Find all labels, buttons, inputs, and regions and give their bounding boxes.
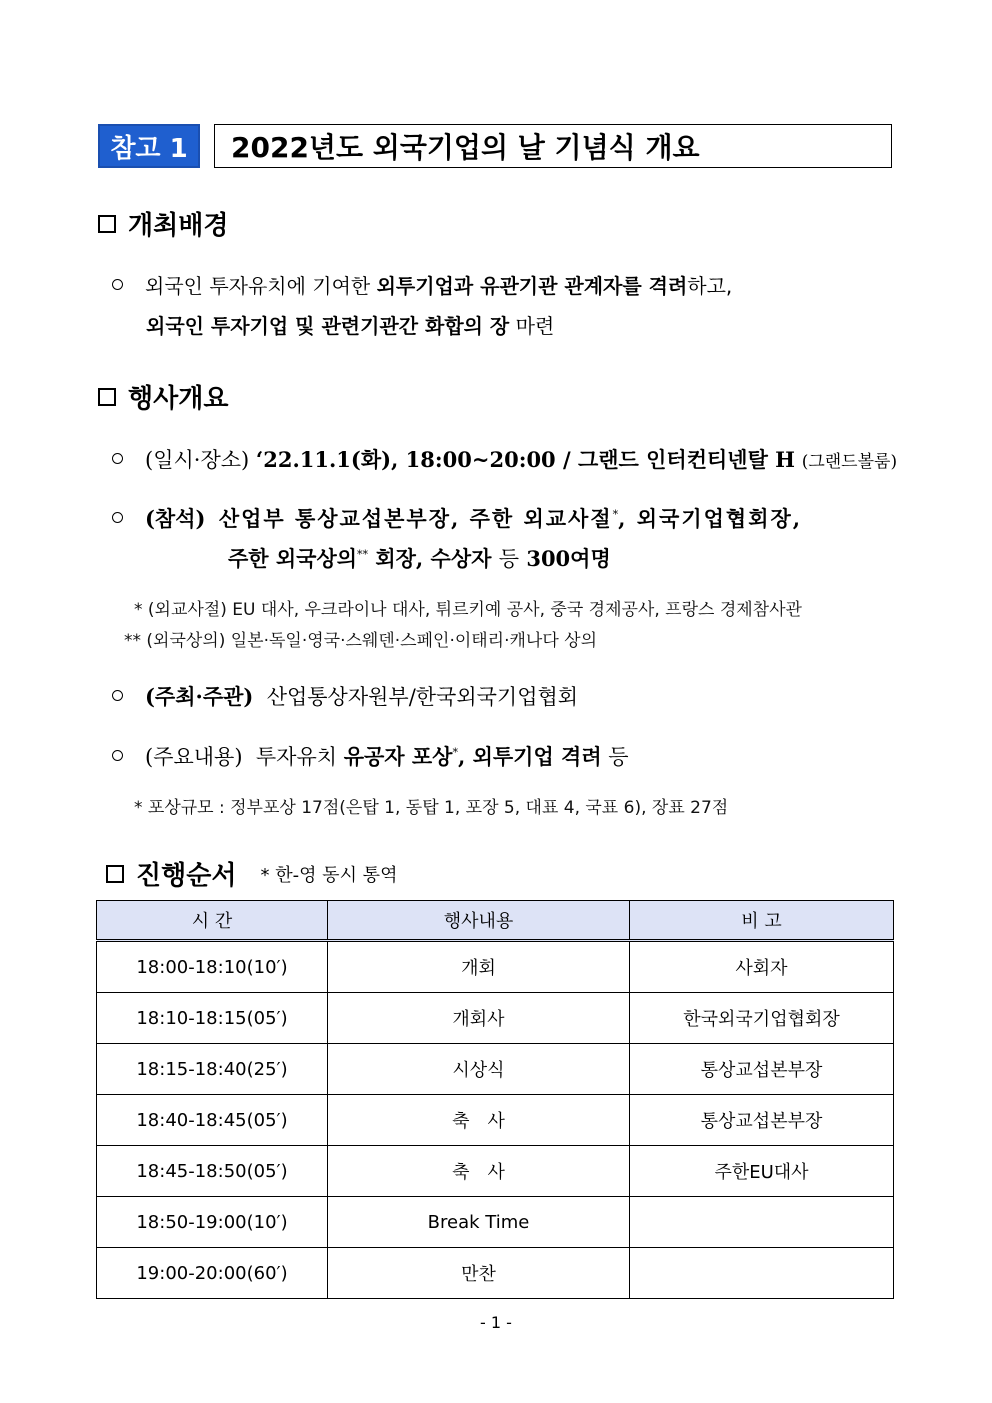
cell-event: 만찬 xyxy=(328,1248,630,1299)
overview-attendees-line-1: (참석) 산업부 통상교섭본부장, 주한 외교사절*, 외국기업협회장, xyxy=(112,503,802,533)
note-diplomats: * (외교사절) EU 대사, 우크라이나 대사, 튀르키예 공사, 중국 경제공사, 프랑스 경제참사관 xyxy=(134,600,802,620)
cell-remarks xyxy=(630,1197,894,1248)
cell-time: 18:50-19:00(10′) xyxy=(97,1197,328,1248)
cell-event: Break Time xyxy=(328,1197,630,1248)
checkbox-square-icon xyxy=(98,215,116,233)
overview-attendees-line-2: 주한 외국상의** 회장, 수상자 등 300여명 xyxy=(228,546,611,571)
cell-remarks: 통상교섭본부장 xyxy=(630,1044,894,1095)
checkbox-square-icon xyxy=(98,388,116,406)
overview-content: (주요내용) 투자유치 유공자 포상*, 외투기업 격려 등 xyxy=(112,741,629,771)
bullet-circle-icon xyxy=(112,453,123,464)
cell-time: 18:40-18:45(05′) xyxy=(97,1095,328,1146)
note-award-scale: * 포상규모 : 정부포상 17점(은탑 1, 동탑 1, 포장 5, 대표 4, 국표 6), 장표 27점 xyxy=(134,798,729,818)
cell-event: 시상식 xyxy=(328,1044,630,1095)
bullet-circle-icon xyxy=(112,690,123,701)
table-row xyxy=(97,1095,894,1146)
cell-event: 축 사 xyxy=(328,1146,630,1197)
cell-remarks: 통상교섭본부장 xyxy=(630,1095,894,1146)
cell-time: 18:00-18:10(10′) xyxy=(97,941,328,993)
table-row xyxy=(97,1248,894,1299)
reference-tag: 참고 1 xyxy=(98,124,200,168)
column-header-time: 시 간 xyxy=(97,901,328,941)
section-background-heading: 개최배경 xyxy=(98,205,228,242)
section-schedule-heading: 진행순서 * 한-영 동시 통역 xyxy=(106,855,397,892)
bullet-circle-icon xyxy=(112,279,123,290)
interpretation-note: * 한-영 동시 통역 xyxy=(260,864,398,886)
background-line-1: 외국인 투자유치에 기여한 외투기업과 유관기관 관계자를 격려하고, xyxy=(112,270,732,299)
page-number: - 1 - xyxy=(480,1313,512,1332)
cell-event: 축 사 xyxy=(328,1095,630,1146)
cell-remarks: 한국외국기업협회장 xyxy=(630,993,894,1044)
table-header-row xyxy=(97,901,894,941)
document-title: 2022년도 외국기업의 날 기념식 개요 xyxy=(214,124,892,168)
note-chambers: ** (외국상의) 일본·독일·영국·스웨덴·스페인·이태리·캐나다 상의 xyxy=(124,631,598,651)
cell-remarks: 주한EU대사 xyxy=(630,1146,894,1197)
section-overview-heading: 행사개요 xyxy=(98,378,228,415)
table-row xyxy=(97,993,894,1044)
cell-remarks xyxy=(630,1248,894,1299)
cell-event: 개회 xyxy=(328,941,630,993)
schedule-table xyxy=(96,900,894,1299)
background-line-2: 외국인 투자기업 및 관련기관간 화합의 장 마련 xyxy=(146,314,555,338)
table-row xyxy=(97,1044,894,1095)
cell-remarks: 사회자 xyxy=(630,941,894,993)
cell-time: 18:10-18:15(05′) xyxy=(97,993,328,1044)
cell-time: 19:00-20:00(60′) xyxy=(97,1248,328,1299)
cell-time: 18:45-18:50(05′) xyxy=(97,1146,328,1197)
cell-event: 개회사 xyxy=(328,993,630,1044)
bullet-circle-icon xyxy=(112,512,123,523)
column-header-event: 행사내용 xyxy=(328,901,630,941)
column-header-remarks: 비 고 xyxy=(630,901,894,941)
overview-datetime: (일시·장소) ‘22.11.1(화), 18:00~20:00 / 그랜드 인터컨티넨탈 H (그랜드볼룸) xyxy=(112,444,897,474)
overview-host: (주최·주관) 산업통상자원부/한국외국기업협회 xyxy=(112,681,578,711)
table-row xyxy=(97,1146,894,1197)
table-row xyxy=(97,941,894,993)
checkbox-square-icon xyxy=(106,865,124,883)
table-row xyxy=(97,1197,894,1248)
bullet-circle-icon xyxy=(112,750,123,761)
cell-time: 18:15-18:40(25′) xyxy=(97,1044,328,1095)
